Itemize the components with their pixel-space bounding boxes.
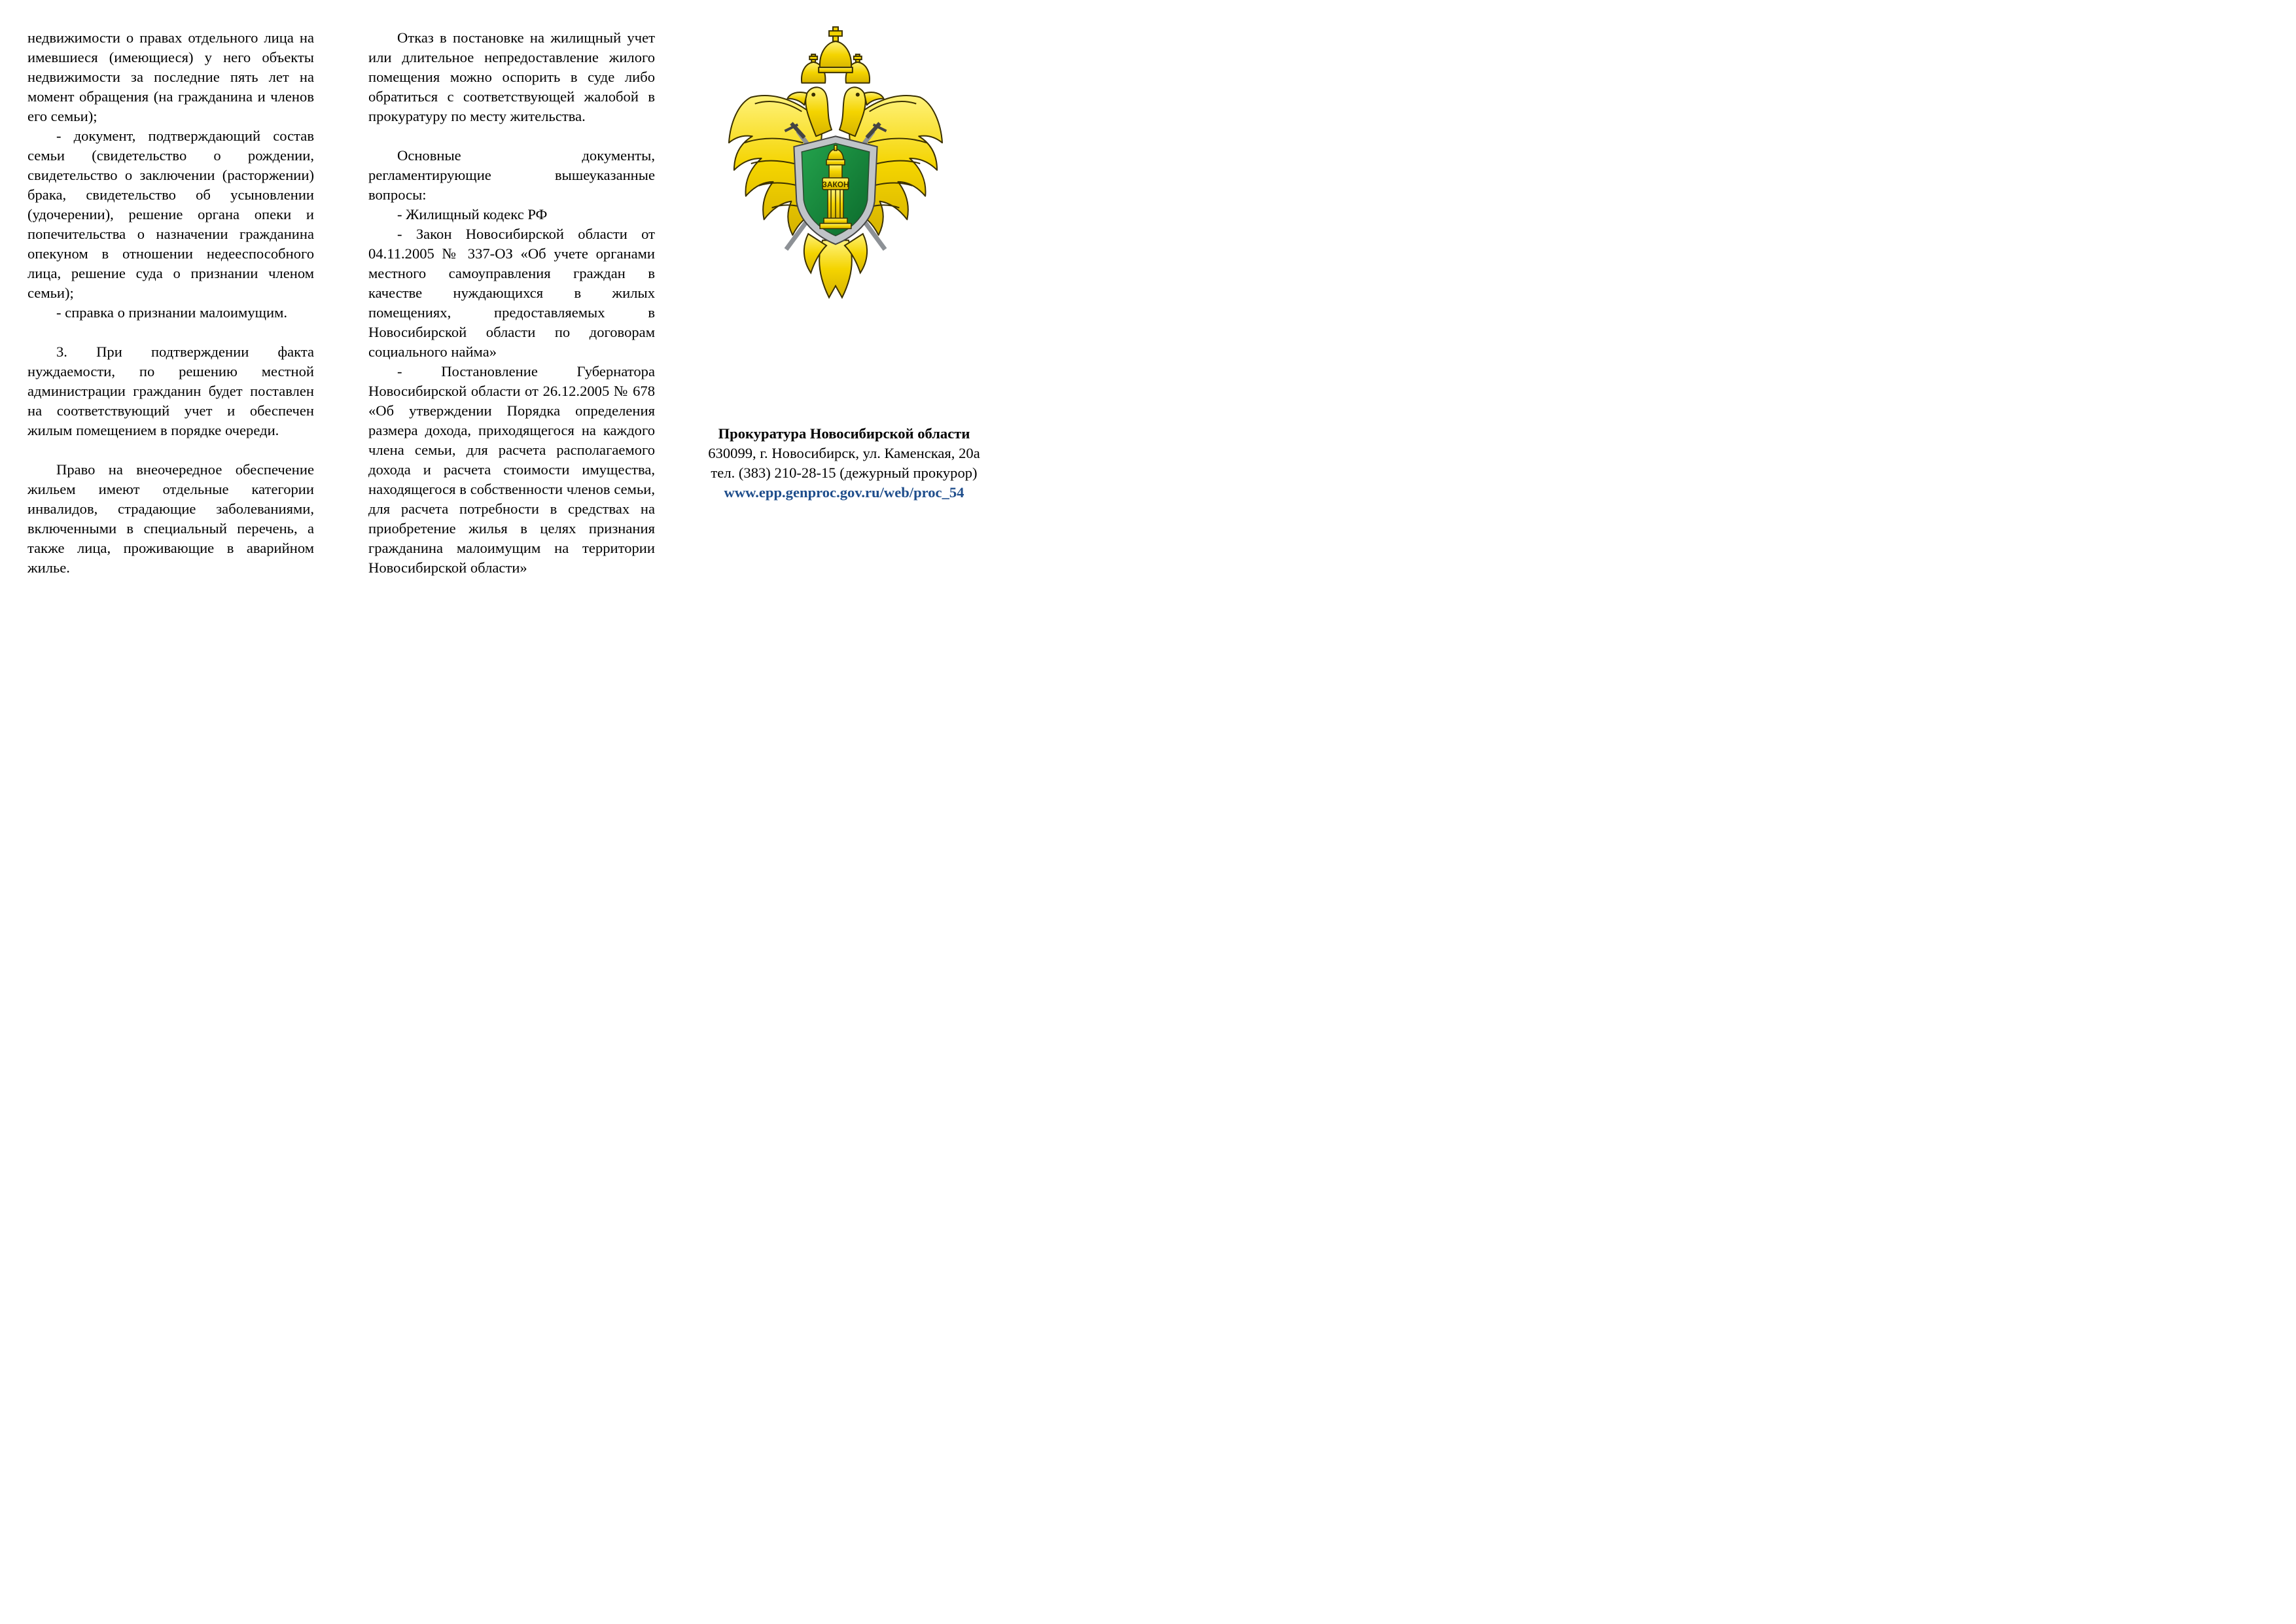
left-paragraph-5: Право на внеочередное обеспечение жильем имеют отдельные категории инвалидов, страдающие заболеваниями, включенными в специальный перечень, а также лица, проживающие в аварийном жилье.	[27, 461, 314, 576]
middle-paragraph-4: - Закон Новосибирской области от 04.11.2005 № 337-ОЗ «Об учете органами местного самоуправления граждан в качестве нуждающихся в жилых помещениях, предоставляемых в Новосибирской области по договорам социального найма»	[368, 226, 655, 360]
middle-paragraph-3: - Жилищный кодекс РФ	[397, 206, 548, 222]
middle-paragraph-1: Отказ в постановке на жилищный учет или длительное непредоставление жилого помещения можно оспорить в суде либо обратиться с соответствующей жалобой в прокуратуру по месту жительства.	[368, 29, 655, 124]
middle-paragraph-5: - Постановление Губернатора Новосибирской области от 26.12.2005 № 678 «Об утверждении Порядка определения размера дохода, приходящегося на каждого члена семьи, для расчета располагаемого дохода и расчета стоимости имущества, находящегося в собственности членов семьи, для расчета потребности в средствах на приобретение жилья в целях признания гражданина малоимущим на территории Новосибирской области»	[368, 363, 655, 576]
organization-name: Прокуратура Новосибирской области	[718, 425, 970, 442]
left-paragraph-2: - документ, подтверждающий состав семьи (свидетельство о рождении, свидетельство о заключении (расторжении) брака, свидетельство об усыновлении (удочерении), решение органа опеки и попечительства о назначении гражданина опекуном в отношении недееспособного лица, решение суда о признании членом семьи);	[27, 128, 314, 301]
paragraph-gap	[27, 440, 314, 460]
phone-number: тел. (383) 210-28-15 (дежурный прокурор)	[711, 465, 978, 481]
shield-text: ЗАКОН	[822, 179, 849, 189]
contact-block	[674, 424, 1014, 503]
website-link[interactable]: www.epp.genproc.gov.ru/web/proc_54	[724, 484, 964, 501]
left-paragraph-1: недвижимости о правах отдельного лица на имевшиеся (имеющиеся) у него объекты недвижимости за последние пять лет на момент обращения (на гражданина и членов его семьи);	[27, 29, 314, 124]
middle-text-column	[368, 28, 655, 578]
postal-address: 630099, г. Новосибирск, ул. Каменская, 20а	[708, 445, 980, 461]
middle-paragraph-2: Основные документы, регламентирующие вышеуказанные вопросы:	[368, 147, 655, 203]
paragraph-gap	[27, 323, 314, 342]
prosecutor-emblem-icon	[725, 25, 946, 302]
left-text-column	[27, 28, 314, 578]
paragraph-gap	[368, 126, 655, 146]
left-paragraph-4: 3. При подтверждении факта нуждаемости, по решению местной администрации гражданин будет поставлен на соответствующий учет и обеспечен жилым помещением в порядке очереди.	[27, 344, 314, 438]
left-paragraph-3: - справка о признании малоимущим.	[56, 304, 288, 321]
